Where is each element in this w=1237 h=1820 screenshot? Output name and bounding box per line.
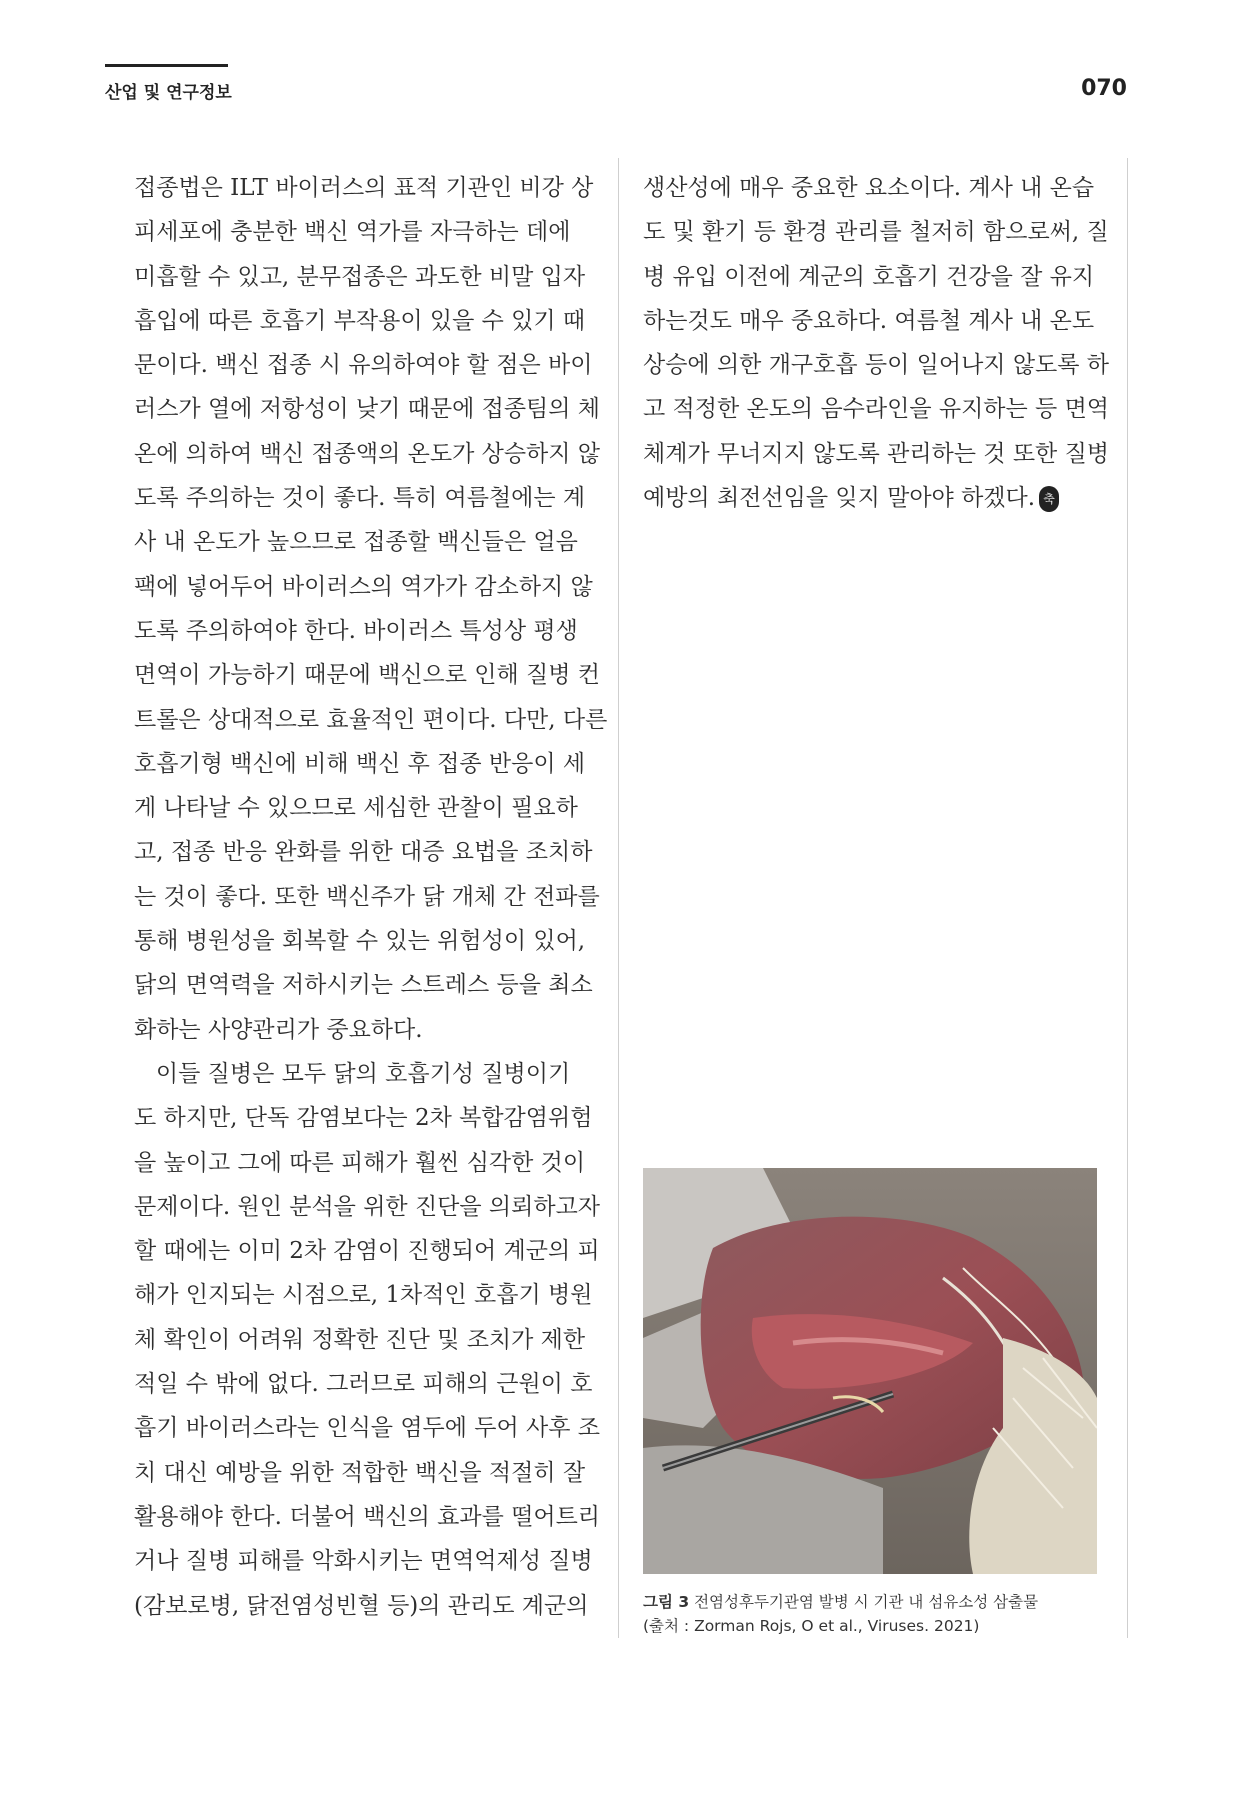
left-paragraph-1 [134,166,608,1052]
text-line: 통해 병원성을 회복할 수 있는 위험성이 있어, [134,928,586,955]
right-paragraph-1 [643,166,1113,520]
text-line: 활용해야 한다. 더불어 백신의 효과를 떨어트리 [134,1503,601,1530]
text-line: 팩에 넣어두어 바이러스의 역가가 감소하지 않 [134,573,593,600]
dissected-chicken-trachea-photo [643,1168,1097,1574]
text-line: 도 및 환기 등 환경 관리를 철저히 함으로써, 질 [643,219,1109,246]
text-line: 도록 주의하는 것이 좋다. 특히 여름철에는 계 [134,485,586,512]
text-line: 체 확인이 어려워 정확한 진단 및 조치가 제한 [134,1326,586,1353]
text-line: 러스가 열에 저항성이 낮기 때문에 접종팀의 체 [134,396,601,423]
text-line: 온에 의하여 백신 접종액의 온도가 상승하지 않 [134,440,601,467]
column-divider [618,158,619,1638]
right-column [643,166,1113,520]
text-line: 체계가 무너지지 않도록 관리하는 것 또한 질병 [643,440,1110,467]
text-line: 고, 접종 반응 완화를 위한 대증 요법을 조치하 [134,839,593,866]
caption-title: 전염성후두기관염 발병 시 기관 내 섬유소성 삼출물 [689,1593,1039,1611]
figure-photo [643,1168,1097,1574]
text-line: 면역이 가능하기 때문에 백신으로 인해 질병 컨 [134,662,601,689]
text-line: 을 높이고 그에 따른 피해가 훨씬 심각한 것이 [134,1149,586,1176]
text-line: 문제이다. 원인 분석을 위한 진단을 의뢰하고자 [134,1193,601,1220]
text-line: 화하는 사양관리가 중요하다. [134,1016,423,1043]
text-line: 는 것이 좋다. 또한 백신주가 닭 개체 간 전파를 [134,883,600,910]
header-rule [105,64,228,67]
text-line: 미흡할 수 있고, 분무접종은 과도한 비말 입자 [134,263,586,290]
text-line: 흡입에 따른 호흡기 부작용이 있을 수 있기 때 [134,307,586,334]
caption-source: (출처 : Zorman Rojs, O et al., Viruses. 2021) [643,1617,980,1635]
text-line: 상승에 의한 개구호흡 등이 일어나지 않도록 하 [643,352,1110,379]
section-title: 산업 및 연구정보 [105,83,232,103]
text-line: 해가 인지되는 시점으로, 1차적인 호흡기 병원 [134,1282,593,1309]
text-line: 치 대신 예방을 위한 적합한 백신을 적절히 잘 [134,1459,586,1486]
text-line: 게 나타날 수 있으므로 세심한 관찰이 필요하 [134,795,578,822]
text-line: 흡기 바이러스라는 인식을 염두에 두어 사후 조 [134,1415,601,1442]
text-line: 호흡기형 백신에 비해 백신 후 접종 반응이 세 [134,750,586,777]
text-line: 사 내 온도가 높으므로 접종할 백신들은 얼음 [134,529,578,556]
text-line: 도록 주의하여야 한다. 바이러스 특성상 평생 [134,617,578,644]
text-line: 문이다. 백신 접종 시 유의하여야 할 점은 바이 [134,352,593,379]
text-line: 접종법은 ILT 바이러스의 표적 기관인 비강 상 [134,175,594,201]
caption-label: 그림 3 [643,1593,690,1611]
text-line: 피세포에 충분한 백신 역가를 자극하는 데에 [134,219,571,246]
text-line: 이들 질병은 모두 닭의 호흡기성 질병이기 [134,1060,571,1087]
text-line: 생산성에 매우 중요한 요소이다. 계사 내 온습 [643,175,1095,201]
text-line: 트롤은 상대적으로 효율적인 편이다. 다만, 다른 [134,706,608,733]
text-line: 거나 질병 피해를 악화시키는 면역억제성 질병 [134,1548,593,1575]
page-number: 070 [1081,76,1127,101]
text-line: 예방의 최전선임을 잊지 말아야 하겠다. 축 [643,476,1113,520]
right-margin-rule [1127,158,1128,1638]
text-line: 고 적정한 온도의 음수라인을 유지하는 등 면역 [643,396,1110,423]
left-paragraph-2 [134,1052,601,1628]
text-line: 하는것도 매우 중요하다. 여름철 계사 내 온도 [643,307,1095,334]
text-line: 닭의 면역력을 저하시키는 스트레스 등을 최소 [134,972,593,999]
text-line: 병 유입 이전에 계군의 호흡기 건강을 잘 유지 [643,263,1095,290]
text-line: 할 때에는 이미 2차 감염이 진행되어 계군의 피 [134,1238,600,1265]
text-line: 도 하지만, 단독 감염보다는 2차 복합감염위험 [134,1105,593,1132]
text-line: 적일 수 밖에 없다. 그러므로 피해의 근원이 호 [134,1371,593,1398]
text-line: (감보로병, 닭전염성빈혈 등)의 관리도 계군의 [134,1592,589,1619]
figure-caption [643,1590,1113,1638]
caption-line-1 [643,1590,1113,1614]
left-column [134,166,608,1628]
article-end-mark: 축 [1039,486,1059,512]
